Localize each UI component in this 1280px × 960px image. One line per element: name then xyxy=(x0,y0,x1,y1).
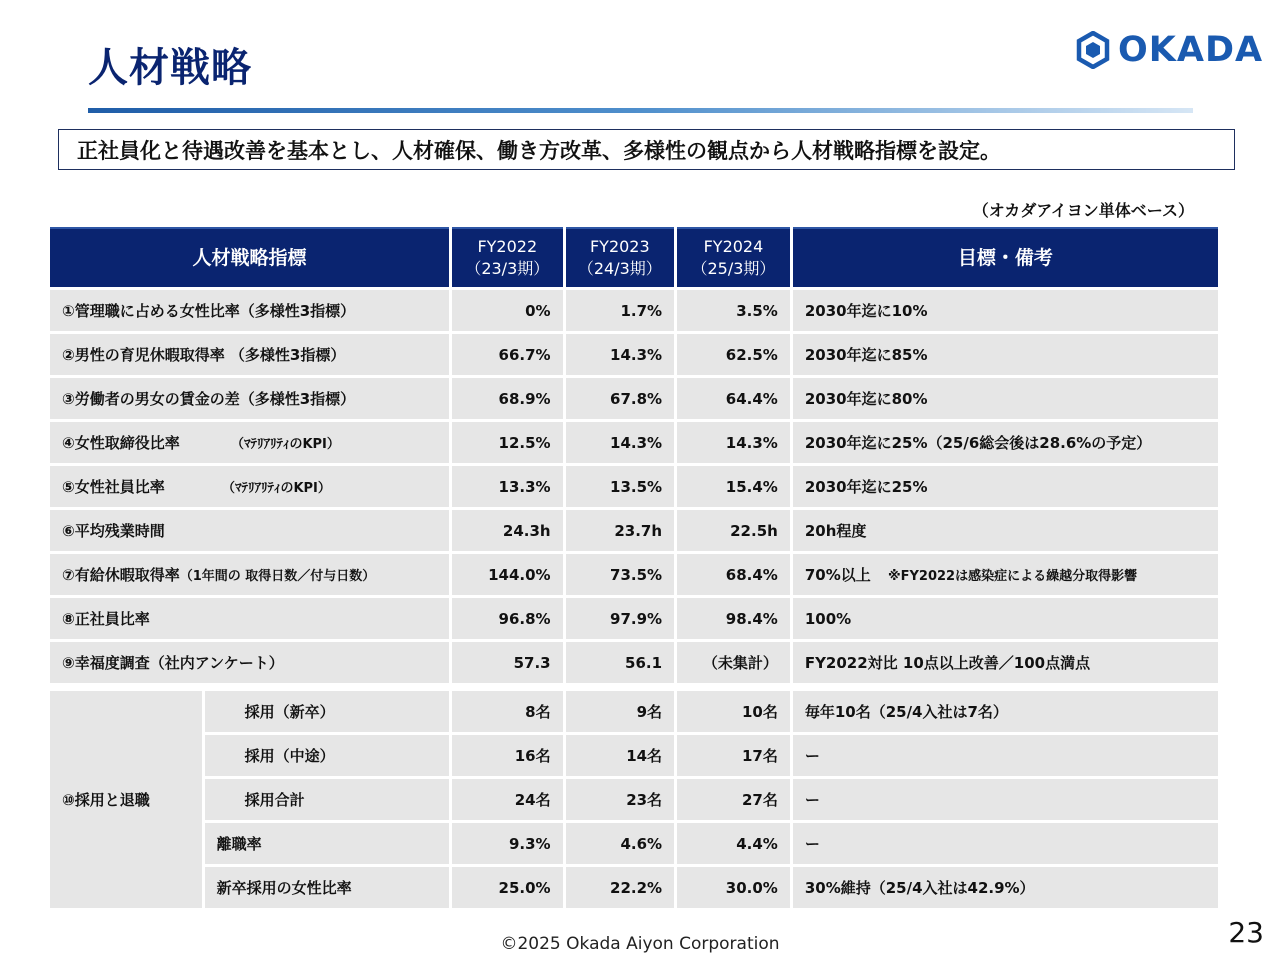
indicator-label-text: ②男性の育児休暇取得率 （多様性3指標） xyxy=(62,346,346,364)
fy2024-value: 27名 xyxy=(677,779,790,820)
indicator-label-text: ④女性取締役比率 xyxy=(62,434,180,452)
table-row xyxy=(50,779,1218,820)
fy2023-value: 14名 xyxy=(566,735,674,776)
recruit-label: 採用（新卒） xyxy=(205,691,449,732)
remark-value: 100% xyxy=(793,598,1218,639)
fy2024-value: 62.5% xyxy=(677,334,790,375)
basis-note: （オカダアイヨン単体ベース） xyxy=(972,201,1194,220)
remark-value: 2030年迄に10% xyxy=(793,290,1218,331)
indicator-label xyxy=(50,334,449,375)
remark-value: 毎年10名（25/4入社は7名） xyxy=(793,691,1218,732)
fy2024-value: 10名 xyxy=(677,691,790,732)
table-row xyxy=(50,510,1218,551)
fy2022-value: 57.3 xyxy=(452,642,563,683)
okada-logo-icon xyxy=(1076,31,1110,69)
header-fy2024-sub: （25/3期） xyxy=(691,259,776,278)
fy2024-value: 64.4% xyxy=(677,378,790,419)
indicator-label xyxy=(50,554,449,595)
indicator-label xyxy=(50,510,449,551)
fy2022-value: 25.0% xyxy=(452,867,563,908)
hr-strategy-table xyxy=(47,224,1221,911)
fy2023-value: 23名 xyxy=(566,779,674,820)
remark-text: 70%以上 xyxy=(804,566,871,584)
table-row xyxy=(50,735,1218,776)
indicator-sublabel: （1年間の 取得日数／付与日数） xyxy=(179,569,376,584)
recruit-label: 離職率 xyxy=(205,823,449,864)
indicator-label-text: ③労働者の男女の賃金の差（多様性3指標） xyxy=(62,390,356,408)
table-row xyxy=(50,378,1218,419)
remark-value: ー xyxy=(793,735,1218,776)
fy2024-value: 3.5% xyxy=(677,290,790,331)
fy2023-value: 97.9% xyxy=(566,598,674,639)
header-remarks: 目標・備考 xyxy=(793,227,1218,287)
indicator-label xyxy=(50,598,449,639)
title-divider xyxy=(88,108,1193,113)
header-fy2022-label: FY2022 xyxy=(477,237,538,256)
table-header-row xyxy=(50,227,1218,287)
table-row xyxy=(50,691,1218,732)
logo-text: OKADA xyxy=(1118,30,1264,70)
fy2022-value: 144.0% xyxy=(452,554,563,595)
fy2024-value: 17名 xyxy=(677,735,790,776)
indicator-label xyxy=(50,378,449,419)
indicator-label-text: ①管理職に占める女性比率（多様性3指標） xyxy=(62,302,356,320)
fy2022-value: 8名 xyxy=(452,691,563,732)
fy2023-value: 9名 xyxy=(566,691,674,732)
header-indicator: 人材戦略指標 xyxy=(50,227,449,287)
header-fy2023 xyxy=(566,227,674,287)
table-row xyxy=(50,466,1218,507)
table-row xyxy=(50,554,1218,595)
fy2023-value: 22.2% xyxy=(566,867,674,908)
remark-value: 2030年迄に85% xyxy=(793,334,1218,375)
indicator-label xyxy=(50,642,449,683)
fy2024-value: 30.0% xyxy=(677,867,790,908)
fy2023-value: 23.7h xyxy=(566,510,674,551)
fy2024-value: 98.4% xyxy=(677,598,790,639)
fy2022-value: 24.3h xyxy=(452,510,563,551)
remark-value: ー xyxy=(793,779,1218,820)
copyright-footer: ©2025 Okada Aiyon Corporation xyxy=(500,934,780,954)
table-row xyxy=(50,598,1218,639)
table-row xyxy=(50,290,1218,331)
fy2022-value: 0% xyxy=(452,290,563,331)
page-number: 23 xyxy=(1228,916,1264,949)
remark-value: 2030年迄に25%（25/6総会後は28.6%の予定） xyxy=(793,422,1218,463)
table-row xyxy=(50,642,1218,683)
recruit-group-label: ⑩採用と退職 xyxy=(50,691,202,908)
fy2024-value: 14.3% xyxy=(677,422,790,463)
remark-value: 2030年迄に25% xyxy=(793,466,1218,507)
table-row xyxy=(50,334,1218,375)
indicator-label-text: ⑦有給休暇取得率 xyxy=(62,566,180,584)
fy2024-value: 15.4% xyxy=(677,466,790,507)
indicator-label xyxy=(50,422,449,463)
fy2023-value: 13.5% xyxy=(566,466,674,507)
fy2024-value: （未集計） xyxy=(677,642,790,683)
indicator-label-text: ⑧正社員比率 xyxy=(62,610,150,628)
fy2023-value: 4.6% xyxy=(566,823,674,864)
indicator-label-text: ⑨幸福度調査（社内アンケート） xyxy=(62,654,284,672)
fy2022-value: 16名 xyxy=(452,735,563,776)
table-separator xyxy=(50,686,1218,688)
remark-value: 20h程度 xyxy=(793,510,1218,551)
fy2024-value: 68.4% xyxy=(677,554,790,595)
fy2022-value: 96.8% xyxy=(452,598,563,639)
company-logo xyxy=(1076,28,1263,72)
fy2022-value: 68.9% xyxy=(452,378,563,419)
table-row xyxy=(50,867,1218,908)
remark-value: 30%維持（25/4入社は42.9%） xyxy=(793,867,1218,908)
fy2023-value: 14.3% xyxy=(566,422,674,463)
recruit-label: 新卒採用の女性比率 xyxy=(205,867,449,908)
recruit-label: 採用（中途） xyxy=(205,735,449,776)
fy2024-value: 4.4% xyxy=(677,823,790,864)
header-fy2023-label: FY2023 xyxy=(589,237,650,256)
statement-text: 正社員化と待遇改善を基本とし、人材確保、働き方改革、多様性の観点から人材戦略指標を設定。 xyxy=(77,138,1001,163)
indicator-label xyxy=(50,466,449,507)
header-fy2022-sub: （23/3期） xyxy=(465,259,550,278)
remark-value: ー xyxy=(793,823,1218,864)
fy2022-value: 9.3% xyxy=(452,823,563,864)
header-fy2023-sub: （24/3期） xyxy=(577,259,662,278)
remark-subnote: ※FY2022は感染症による繰越分取得影響 xyxy=(887,569,1138,584)
fy2022-value: 66.7% xyxy=(452,334,563,375)
indicator-label-text: ⑤女性社員比率 xyxy=(62,478,165,496)
indicator-sublabel: （ﾏﾃﾘｱﾘﾃｨのKPI） xyxy=(230,437,340,452)
header-fy2022 xyxy=(452,227,563,287)
strategy-statement xyxy=(58,129,1235,170)
fy2023-value: 14.3% xyxy=(566,334,674,375)
header-fy2024-label: FY2024 xyxy=(703,237,764,256)
fy2022-value: 24名 xyxy=(452,779,563,820)
table-row xyxy=(50,422,1218,463)
page-title: 人材戦略 xyxy=(88,45,252,91)
remark-value xyxy=(793,554,1218,595)
fy2022-value: 12.5% xyxy=(452,422,563,463)
remark-value: 2030年迄に80% xyxy=(793,378,1218,419)
table-row xyxy=(50,823,1218,864)
header-fy2024 xyxy=(677,227,790,287)
fy2023-value: 56.1 xyxy=(566,642,674,683)
recruit-label: 採用合計 xyxy=(205,779,449,820)
indicator-label xyxy=(50,290,449,331)
fy2023-value: 73.5% xyxy=(566,554,674,595)
fy2023-value: 1.7% xyxy=(566,290,674,331)
fy2023-value: 67.8% xyxy=(566,378,674,419)
separator-cell xyxy=(50,686,1218,688)
fy2024-value: 22.5h xyxy=(677,510,790,551)
fy2022-value: 13.3% xyxy=(452,466,563,507)
indicator-label-text: ⑥平均残業時間 xyxy=(62,522,165,540)
indicator-sublabel: （ﾏﾃﾘｱﾘﾃｨのKPI） xyxy=(221,481,331,496)
remark-value: FY2022対比 10点以上改善／100点満点 xyxy=(793,642,1218,683)
